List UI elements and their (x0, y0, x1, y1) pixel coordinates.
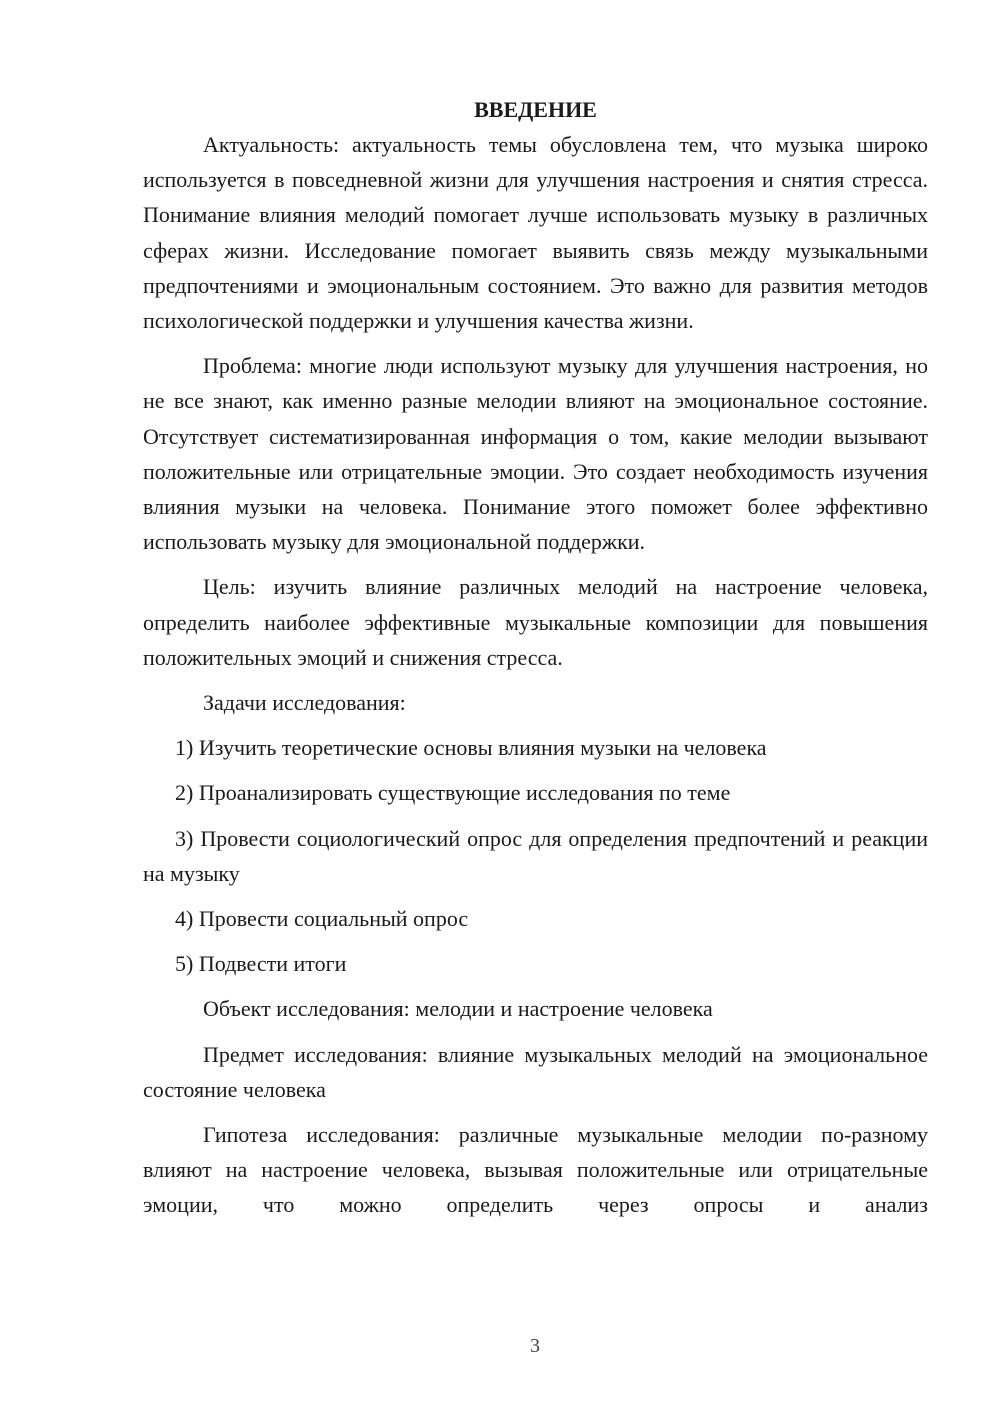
task-item: 5) Подвести итоги (175, 951, 347, 977)
object-paragraph: Объект исследования: мелодии и настроение человека (203, 996, 713, 1022)
task-item: 4) Провести социальный опрос (175, 906, 469, 932)
goal-paragraph: Цель: изучить влияние различных мелодий на настроение человека, определить наиболее эффективные музыкальные композиции для повышения положительных эмоций и снижения стресса. (143, 574, 928, 670)
task-item: 3) Провести социологический опрос для определения предпочтений и реакции на музыку (143, 825, 928, 886)
subject-paragraph: Предмет исследования: влияние музыкальных мелодий на эмоциональное состояние человека (143, 1041, 928, 1102)
task-item: 1) Изучить теоретические основы влияния музыки на человека (175, 735, 767, 761)
task-item: 2) Проанализировать существующие исследования по теме (175, 780, 731, 806)
hypothesis-paragraph: Гипотеза исследования: различные музыкальные мелодии по-разному влияют на настроение человека, вызывая положительные или отрицательные эмоции, что можно определить через опросы и анализ (143, 1122, 928, 1218)
relevance-paragraph: Актуальность: актуальность темы обусловлена тем, что музыка широко используется в повседневной жизни для улучшения настроения и снятия стресса. Понимание влияния мелодий помогает лучше использовать музыку в различных сферах жизни. Исследование помогает выявить связь между музыкальными предпочтениями и эмоциональным состоянием. Это важно для развития методов психологической поддержки и улучшения качества жизни. (143, 132, 928, 334)
problem-paragraph: Проблема: многие люди используют музыку для улучшения настроения, но не все знают, как именно разные мелодии влияют на эмоциональное состояние. Отсутствует систематизированная информация о том, какие мелодии вызывают положительные или отрицательные эмоции. Это создает необходимость изучения влияния музыки на человека. Понимание этого поможет более эффективно использовать музыку для эмоциональной поддержки. (143, 353, 928, 555)
page-number: 3 (530, 1335, 540, 1357)
section-title: ВВЕДЕНИЕ (474, 97, 597, 122)
page-content (143, 95, 928, 1223)
tasks-heading: Задачи исследования: (203, 690, 406, 716)
